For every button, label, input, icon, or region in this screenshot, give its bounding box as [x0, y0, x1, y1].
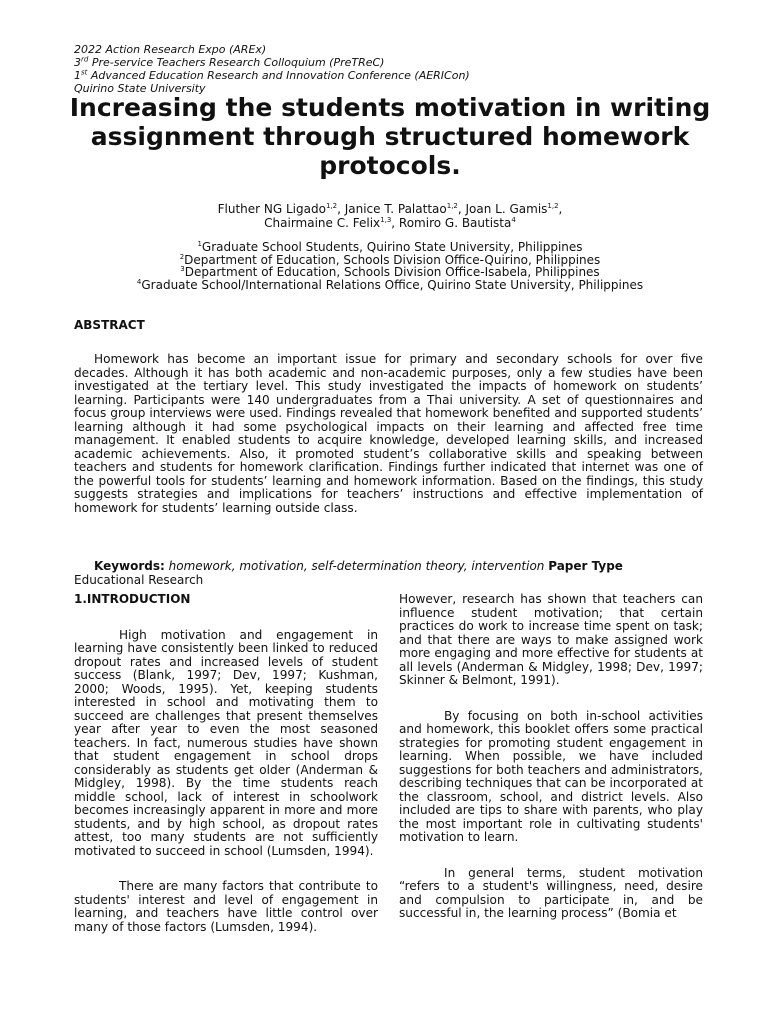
abstract-text: Homework has become an important issue for primary and secondary schools for over five decades. Although it has both academic and non-academic purposes, only a few studies have been investigated at the tertiary level. This study investigated the impacts of homework on students’ learning. Participants were 140 undergraduates from a Thai university. A set of questionnaires and focus group interviews were used. Findings revealed that homework benefited and supported students’ learning although it had some psychological impacts on their learning and affected free time management. It enabled students to acquire knowledge, developed learning skills, and increased academic achievements. Also, it promoted student’s collaborative skills and speaking between teachers and students for homework clarification. Findings further indicated that internet was one of the powerful tools for students’ learning and homework information. Based on the findings, this study suggests strategies and implications for teachers’ instructions and effective implementation of homework for students’ learning outside class. — [74, 352, 703, 515]
header-line-3: 1st Advanced Education Research and Innovation Conference (AERICon) — [74, 68, 470, 82]
body-paragraph: By focusing on both in-school activities and homework, this booklet offers some practical strategies for promoting student engagement in learning. When possible, we have included suggestions for both teachers and administrators, describing techniques that can be incorporated at the classroom, school, and district levels. Also included are tips to share with parents, who play the most important role in cultivating students' motivation to learn. — [399, 708, 703, 844]
header-line-4: Quirino State University — [74, 82, 206, 95]
affiliations — [60, 241, 720, 291]
author-list — [100, 202, 680, 230]
abstract-heading: ABSTRACT — [74, 318, 145, 332]
affiliation-item: $^2$Department of Education, Schools Division Office-Quirino, Philippines — [179, 252, 601, 267]
right-column — [399, 593, 703, 921]
paper-type-label: Paper Type — [548, 559, 623, 573]
left-column — [74, 593, 378, 934]
affiliation-item: $^1$Graduate School Students, Quirino State University, Philippines — [197, 240, 583, 254]
author-line-2: Chairmaine C. Felix$^{1,3}$, Romiro G. Bautista$^4$ — [264, 216, 516, 230]
paper-type-value: Educational Research — [74, 573, 204, 587]
keywords-terms: homework, motivation, self-determination theory, intervention — [168, 559, 545, 573]
paper-title: Increasing the students motivation in writing assignment through structured homework protocols. — [69, 93, 711, 180]
header-line-1: 2022 Action Research Expo (AREx) — [74, 43, 267, 56]
affiliation-item: $^3$Department of Education, Schools Division Office-Isabela, Philippines — [180, 265, 600, 279]
affiliation-item: $^4$Graduate School/International Relations Office, Quirino State University, Philippines — [136, 277, 644, 292]
keywords-label: Keywords: — [94, 559, 165, 573]
body-paragraph: High motivation and engagement in learning have consistently been linked to reduced dropout rates and increased levels of student success (Blank, 1997; Dev, 1997; Kushman, 2000; Woods, 1995). Yet, keeping students interested in school and motivating them to succeed are challenges that present themselves year after year to even the most seasoned teachers. In fact, numerous studies have shown that student engagement in school drops considerably as students get older (Anderman & Midgley, 1998). By the time students reach middle school, lack of interest in schoolwork becomes increasingly apparent in more and more students, and by high school, as dropout rates attest, too many students are not sufficiently motivated to succeed in school (Lumsden, 1994). — [74, 627, 378, 858]
section-heading-introduction: 1.INTRODUCTION — [74, 592, 191, 606]
body-paragraph: There are many factors that contribute to students' interest and level of engagement in learning, and teachers have little control over many of those factors (Lumsden, 1994). — [74, 879, 378, 934]
body-paragraph: However, research has shown that teachers can influence student motivation; that certain practices do work to increase time spent on task; and that there are ways to make assigned work more engaging and more effective for students at all levels (Anderman & Midgley, 1998; Dev, 1997; Skinner & Belmont, 1991). — [399, 592, 703, 687]
author-line-1: Fluther NG Ligado$^{1,2}$, Janice T. Palattao$^{1,2}$, Joan L. Gamis$^{1,2}$, — [217, 202, 563, 216]
header-line-2: 3rd Pre-service Teachers Research Colloquium (PreTReC) — [74, 55, 385, 69]
conference-header — [74, 43, 470, 95]
keywords-section — [74, 559, 714, 587]
body-paragraph: In general terms, student motivation “refers to a student's willingness, need, desire and compulsion to participate in, and be successful in, the learning process” (Bomia et — [399, 865, 703, 920]
